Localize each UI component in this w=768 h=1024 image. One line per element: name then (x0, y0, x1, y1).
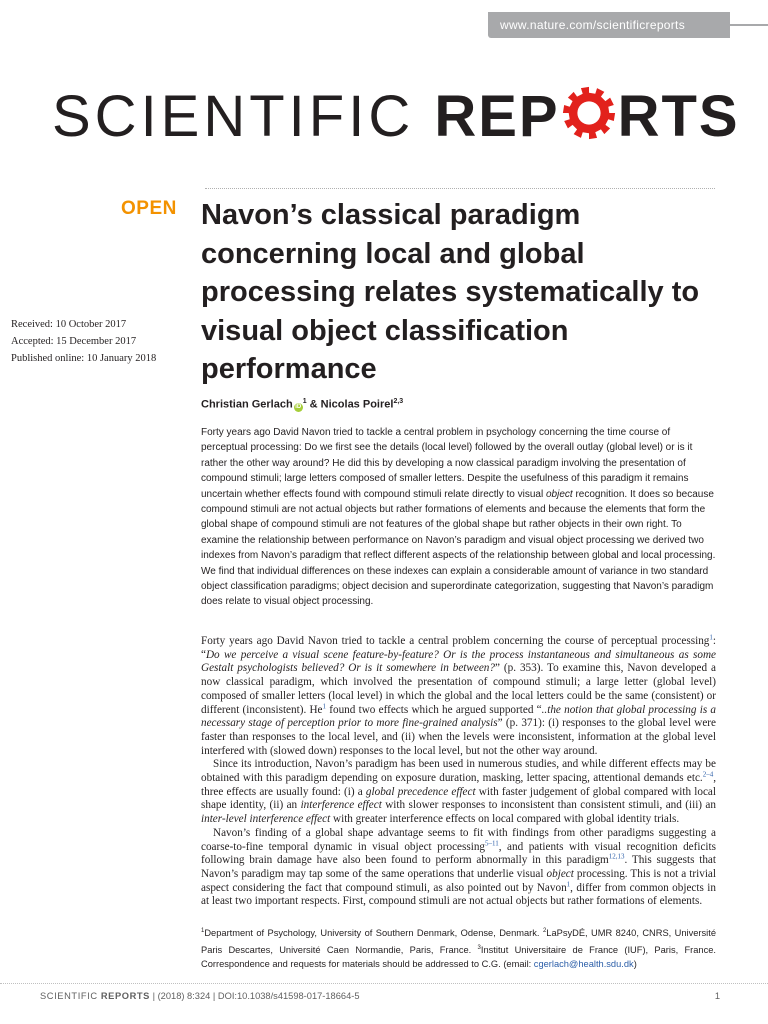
orcid-icon[interactable]: iD (295, 403, 302, 410)
footer-journal-a: SCIENTIFIC (40, 991, 101, 1001)
abstract-part2: recognition. It does so because compound stimuli are not actual objects but rather formations of elements and because the elements that form the global shape of compound stimuli are not features of the global shape but rather objects in their own right. To examine the relationship between performance on Navon’s paradigm and visual object processing we derived two indexes from Navon’s paradigm that reflect different aspects of the relationship between global and local processing. We find that individual differences on these indexes can explain a considerable amount of variance in two standard object classification paradigms; object decision and superordinate categorization, suggesting that Navon’s paradigm does relate to visual object processing. (201, 488, 716, 608)
ref-link[interactable]: 1 (566, 879, 571, 888)
footer-journal (40, 991, 150, 1001)
url-bar-line (718, 24, 768, 26)
ref-link[interactable]: 1 (709, 633, 713, 642)
title-divider (205, 188, 715, 189)
ref-link[interactable]: 5–11 (485, 838, 499, 847)
author-list (201, 398, 721, 412)
text: with faster judgement of global compared with local shape identity, (ii) an (201, 785, 716, 812)
affil-text: Institut Universitaire de France (IUF), Paris, France. Correspondence and requests for materials should be addressed to C.G. (email: (201, 944, 716, 970)
accepted-date: Accepted: 15 December 2017 (11, 336, 137, 347)
page-number: 1 (714, 991, 720, 1001)
text: Navon’s finding of a global shape advantage seems to fit with findings from other paradigms suggesting a coarse-to-fine temporal dynamic in visual object processing (201, 826, 716, 853)
author-poirel[interactable]: Nicolas Poirel (320, 398, 394, 411)
text: with slower responses to inconsistent than consistent stimuli, and (iii) an (381, 799, 716, 812)
author2-affil: 2,3 (393, 398, 404, 405)
gear-hole (577, 101, 600, 124)
abstract (201, 425, 716, 610)
article-dates (11, 316, 181, 367)
journal-masthead (52, 84, 740, 149)
paragraph-3 (201, 827, 716, 909)
affiliations (201, 924, 716, 972)
text: , and patients with visual recognition deficits following brain damage have also been found to perform abnormally in this paradigm (201, 840, 716, 867)
open-access-label: OPEN (121, 198, 177, 219)
text: processing. This is not a trivial aspect considering the fact that compound stimuli, as also pointed out by Navon (201, 867, 717, 894)
gear-icon (560, 84, 618, 142)
footer-doi[interactable]: | (2018) 8:324 | DOI:10.1038/s41598-017-18664-5 (150, 991, 360, 1001)
published-date: Published online: 10 January 2018 (11, 353, 157, 364)
affil-text: ) (633, 959, 637, 970)
footer-divider (0, 983, 768, 984)
ref-link[interactable]: 1 (322, 701, 327, 710)
quote: Do we perceive a visual scene feature-by-feature? Or is the process instantaneous and simultaneous as some Gestalt psychologists believed? Or is it somewhere in between? (201, 648, 716, 675)
text: ” (p. 371): (i) responses to the global level were faster than responses to the local level, and (ii) when the levels were inconsistent, information at the global level interfered with (slowed down) responses to the local level, but not the other way around. (201, 717, 716, 757)
affil-marker: 2 (542, 928, 547, 934)
masthead-rts: RTS (617, 84, 740, 149)
ref-link[interactable]: 2–4 (702, 770, 714, 779)
text: Forty years ago David Navon tried to tackle a central problem concerning the course of perceptual processing (201, 635, 710, 647)
article-title: Navon’s classical paradigm concerning local and global processing relates systematically to visual object classification performance (201, 199, 700, 385)
author1-affil: 1 (302, 398, 307, 405)
text: found two effects which he argued supported “ (326, 703, 542, 716)
ref-link[interactable]: 12,13 (608, 852, 625, 861)
text: , three effects are usually found: (i) a (201, 772, 716, 798)
main-text (201, 635, 716, 909)
received-date: Received: 10 October 2017 (11, 319, 127, 330)
journal-url[interactable]: www.nature.com/scientificreports (488, 12, 730, 38)
text: ” (p. 353). To examine this, Navon developed a now classical paradigm, which involved the presentation of compound stimuli; a large letter (global level) composed of smaller letters (local level) in which the global and the local letters could be the same (consistent) or different (inconsistent). He (201, 662, 716, 716)
term: object (546, 867, 574, 880)
term: interference effect (300, 799, 382, 812)
affil-marker: 1 (201, 928, 205, 934)
abstract-emphasis: object (546, 488, 573, 500)
paragraph-1 (201, 635, 716, 758)
text: Since its introduction, Navon’s paradigm has been used in numerous studies, and while different effects may be obtained with this paradigm depending on exposure duration, masking, letter spacing, attentional demands etc. (201, 758, 716, 785)
text: : “ (201, 635, 716, 661)
paragraph-2 (201, 758, 716, 827)
footer-journal-b: REPORTS (100, 991, 150, 1001)
correspondence-email[interactable]: cgerlach@health.sdu.dk (533, 959, 634, 970)
affil-marker: 3 (477, 944, 481, 951)
masthead-rep: REP (434, 84, 560, 149)
text: , differ from common objects in at least two important respects. First, compound stimuli are not actual objects but rather formations of elements. (201, 881, 716, 908)
text: with greater interference effects on local compared with global identity trials. (330, 813, 680, 826)
masthead-scientific: SCIENTIFIC (52, 84, 435, 149)
term: global precedence effect (365, 785, 476, 798)
affil-text: LaPsyDÉ, UMR 8240, CNRS, Université Paris Descartes, Université Caen Normandie, Paris, France. (201, 928, 716, 955)
abstract-part1: Forty years ago David Navon tried to tackle a central problem in psychology concerning the time course of perceptual processing: Do we first see the details (local level) followed by the overall outlay (global level) or is it rather the other way around? He did this by developing a now classical paradigm involving the presentation of compound stimuli; large letters composed of smaller letters. Despite the usefulness of this paradigm it remains uncertain whether effects found with compound stimuli relate directly to visual (201, 427, 693, 500)
affil-text: Department of Psychology, University of Southern Denmark, Odense, Denmark. (204, 928, 543, 939)
quote: ..the notion that global processing is a necessary stage of perception prior to more fine-grained analysis (201, 703, 716, 730)
author-gerlach[interactable]: Christian Gerlach (201, 398, 293, 411)
footer-citation (40, 991, 600, 1001)
text: . This suggests that Navon’s paradigm may tap some of the same operations that underlie visual (201, 854, 716, 880)
author-separator: & (306, 398, 321, 411)
term: inter-level interference effect (201, 813, 331, 826)
